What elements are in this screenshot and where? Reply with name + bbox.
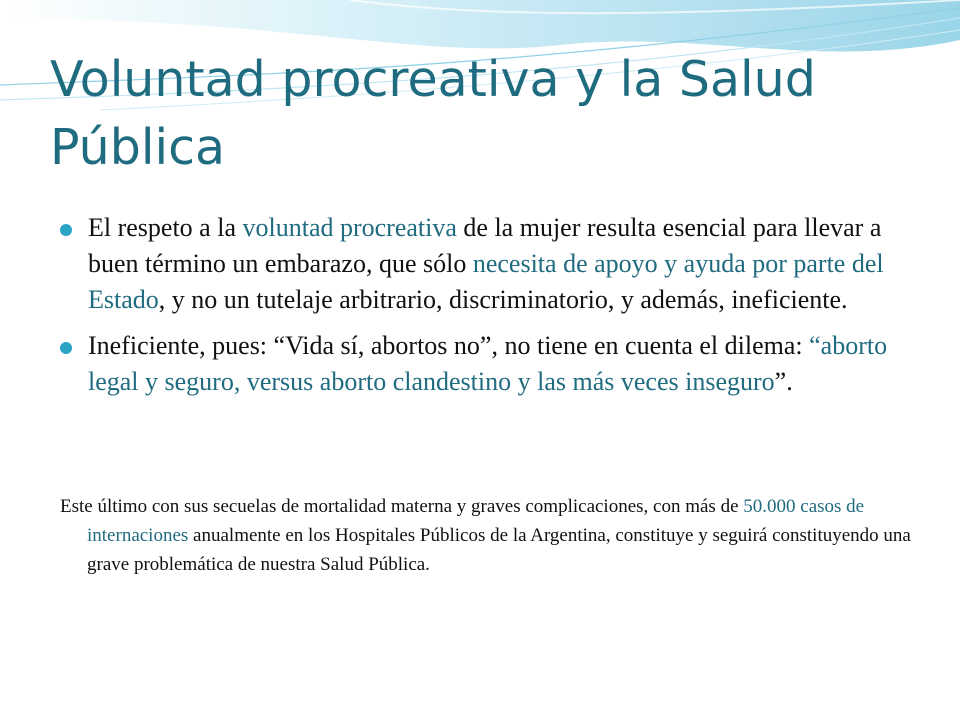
highlighted-text: “aborto legal y seguro, versus aborto clandestino y las más veces inseguro: [88, 331, 888, 396]
highlighted-text: 50.000 casos de internaciones: [87, 496, 865, 546]
text-run: de la mujer resulta esencial para llevar a buen término un embarazo, que sólo: [88, 213, 882, 278]
text-run: anualmente en los Hospitales Públicos de la Argentina, constituye y seguirá constituyendo una grave problemática de nuestra Salud Pública.: [87, 525, 911, 575]
text-run: El respeto a la: [88, 213, 243, 242]
bullet-list: [60, 210, 920, 410]
text-run: Este último con sus secuelas de mortalidad materna y graves complicaciones, con más de: [60, 496, 744, 517]
bullet-item: [60, 328, 920, 400]
text-run: Ineficiente, pues: “Vida sí, abortos no”, no tiene en cuenta el dilema:: [88, 331, 810, 360]
highlighted-text: necesita de apoyo y ayuda por parte del Estado: [88, 249, 884, 314]
text-run: , y no un tutelaje arbitrario, discriminatorio, y además, ineficiente.: [158, 285, 848, 314]
highlighted-text: voluntad procreativa: [242, 213, 457, 242]
bullet-item: [60, 210, 920, 318]
text-run: ”.: [774, 367, 793, 396]
bullet-dot-icon: [60, 342, 72, 354]
body-paragraph: [60, 492, 947, 579]
bullet-dot-icon: [60, 224, 72, 236]
bullet-text: [88, 213, 884, 314]
bullet-text: [88, 331, 887, 396]
slide-title: Voluntad procreativa y la Salud Pública: [50, 51, 816, 176]
